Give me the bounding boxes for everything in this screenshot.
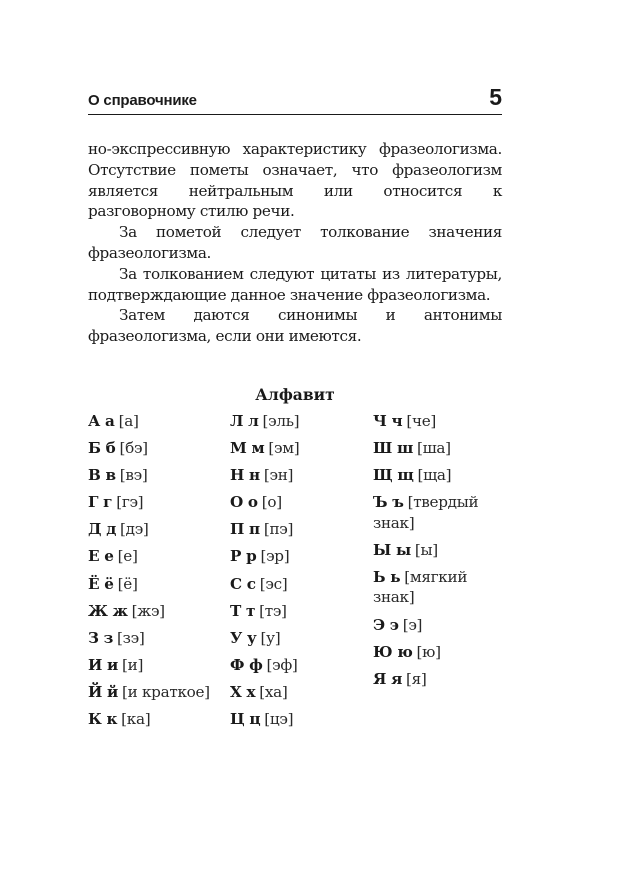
alphabet-column-3	[373, 411, 503, 696]
letter-name: [я]	[406, 669, 427, 688]
letter-pair: А а	[88, 412, 115, 430]
letter-name: [и краткое]	[122, 682, 210, 701]
letter-entry	[230, 411, 365, 432]
letter-pair: Ч ч	[373, 412, 403, 430]
letter-name: [ка]	[121, 710, 151, 729]
letter-entry	[230, 709, 365, 730]
letter-entry	[230, 519, 365, 540]
letter-pair: Я я	[373, 669, 403, 688]
letter-entry	[230, 655, 365, 676]
letter-name: [ша]	[416, 439, 451, 458]
letter-name: [ы]	[414, 540, 438, 559]
letter-name: [дэ]	[120, 520, 149, 539]
letter-entry	[88, 546, 223, 567]
letter-pair: И и	[88, 655, 119, 674]
letter-entry	[230, 601, 365, 622]
letter-name: [эф]	[266, 655, 298, 674]
letter-name: [жэ]	[131, 601, 165, 620]
letter-entry	[373, 615, 503, 636]
letter-entry	[88, 574, 223, 595]
paragraph: Затем даются синонимы и антонимы фразеологизма, если они имеются.	[88, 306, 502, 346]
letter-name: [у]	[260, 628, 281, 647]
letter-entry	[373, 567, 503, 608]
page-number: 5	[489, 84, 502, 110]
letter-pair: Ы ы	[373, 540, 411, 559]
running-header	[88, 84, 502, 114]
letter-name: [твердый знак]	[373, 493, 479, 532]
body-text	[88, 139, 502, 347]
letter-entry	[373, 642, 503, 663]
letter-pair: З з	[88, 628, 114, 647]
letter-name: [ща]	[417, 466, 452, 485]
letter-pair: У у	[230, 628, 257, 647]
letter-entry	[230, 682, 365, 703]
paragraph: но-экспрессивную характеристику фразеологизма. Отсутствие пометы означает, что фразеологизм является нейтральным или относится к разговорному стилю речи.	[88, 140, 502, 221]
letter-name: [э]	[402, 615, 423, 634]
letter-pair: Б б	[88, 439, 116, 458]
letter-entry	[88, 519, 223, 540]
paragraph: За пометой следует толкование значения фразеологизма.	[88, 223, 502, 262]
letter-name: [гэ]	[116, 493, 144, 512]
letter-pair: Ъ ъ	[373, 493, 404, 512]
letter-entry	[230, 465, 365, 486]
letter-name: [че]	[406, 412, 437, 430]
letter-pair: В в	[88, 466, 116, 485]
letter-name: [тэ]	[259, 601, 287, 620]
letter-name: [бэ]	[119, 439, 148, 458]
letter-pair: Ф ф	[230, 655, 263, 674]
letter-pair: Ё ё	[88, 574, 114, 593]
letter-pair: Л л	[230, 412, 259, 430]
letter-entry	[88, 438, 223, 459]
letter-entry	[230, 628, 365, 649]
letter-entry	[230, 438, 365, 459]
letter-pair: М м	[230, 439, 265, 458]
letter-pair: Ж ж	[88, 601, 128, 620]
letter-name: [зэ]	[117, 628, 145, 647]
letter-pair: Ц ц	[230, 710, 261, 729]
letter-pair: Й й	[88, 682, 119, 701]
letter-pair: Т т	[230, 601, 256, 620]
letter-entry	[373, 492, 503, 533]
letter-pair: С с	[230, 574, 256, 593]
letter-pair: Р р	[230, 547, 257, 566]
letter-name: [а]	[118, 412, 139, 430]
letter-name: [эм]	[268, 439, 300, 458]
letter-entry	[230, 492, 365, 513]
section-title: О справочнике	[88, 92, 197, 109]
letter-entry	[373, 411, 503, 432]
letter-pair: Х х	[230, 682, 256, 701]
letter-pair: Э э	[373, 615, 399, 634]
letter-name: [эн]	[263, 466, 294, 485]
letter-name: [вэ]	[119, 466, 148, 485]
letter-pair: Е е	[88, 547, 114, 566]
letter-name: [мягкий знак]	[373, 567, 468, 607]
letter-pair: Щ щ	[373, 466, 414, 485]
letter-entry	[88, 492, 223, 513]
letter-name: [и]	[122, 655, 144, 674]
letter-name: [эс]	[259, 574, 288, 593]
letter-pair: Г г	[88, 493, 113, 512]
letter-pair: Д д	[88, 520, 117, 539]
letter-entry	[88, 628, 223, 649]
letter-name: [эр]	[260, 547, 290, 566]
letter-name: [пэ]	[263, 520, 294, 539]
letter-entry	[373, 540, 503, 561]
letter-name: [о]	[261, 493, 282, 512]
letter-pair: П п	[230, 520, 260, 539]
letter-entry	[88, 655, 223, 676]
letter-name: [е]	[117, 547, 138, 566]
letter-pair: Ь ь	[373, 567, 401, 586]
alphabet-column-2	[230, 411, 365, 736]
letter-name: [ё]	[117, 574, 138, 593]
letter-entry	[88, 411, 223, 432]
letter-entry	[88, 709, 223, 730]
letter-name: [ю]	[416, 642, 441, 661]
letter-entry	[88, 682, 223, 703]
letter-name: [эль]	[262, 412, 300, 430]
alphabet-heading: Алфавит	[255, 385, 335, 404]
letter-entry	[373, 669, 503, 690]
letter-entry	[88, 465, 223, 486]
letter-pair: Н н	[230, 466, 260, 485]
header-divider	[88, 114, 502, 115]
alphabet-column-1	[88, 411, 223, 736]
letter-pair: К к	[88, 710, 118, 729]
letter-pair: Ш ш	[373, 439, 413, 458]
letter-entry	[88, 601, 223, 622]
letter-pair: Ю ю	[373, 642, 413, 661]
paragraph: За толкованием следуют цитаты из литературы, подтверждающие данное значение фразеологизма.	[88, 264, 502, 304]
letter-entry	[230, 546, 365, 567]
letter-entry	[373, 465, 503, 486]
letter-entry	[373, 438, 503, 459]
letter-entry	[230, 574, 365, 595]
letter-pair: О о	[230, 493, 258, 512]
letter-name: [ха]	[259, 682, 288, 701]
letter-name: [цэ]	[264, 710, 294, 729]
